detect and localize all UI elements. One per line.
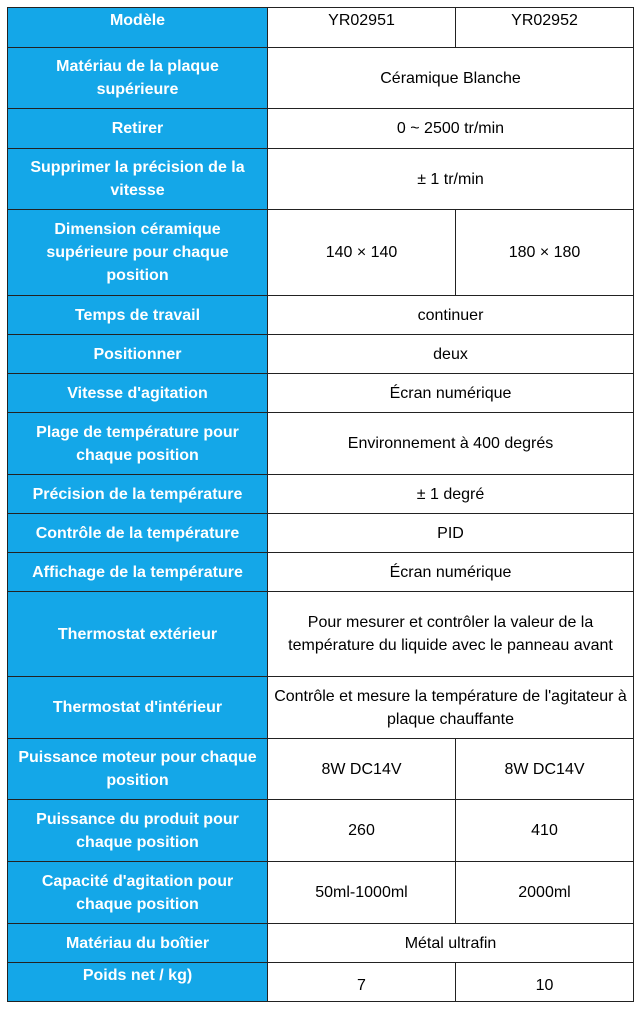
table-row — [8, 800, 634, 862]
temp-display-value: Écran numérique — [268, 553, 634, 592]
ceramic-dimension-a-value: 140 × 140 — [268, 210, 456, 296]
stirring-speed-value: Écran numérique — [268, 374, 634, 413]
product-power-b-value: 410 — [456, 800, 634, 862]
row-label-net-weight: Poids net / kg) — [8, 963, 268, 1002]
spec-table — [7, 7, 634, 1002]
ceramic-dimension-b-value: 180 × 180 — [456, 210, 634, 296]
speed-precision-value: ± 1 tr/min — [268, 149, 634, 210]
table-row — [8, 48, 634, 109]
internal-thermostat-value: Contrôle et mesure la température de l'agitateur à plaque chauffante — [268, 677, 634, 739]
motor-power-b-value: 8W DC14V — [456, 739, 634, 800]
table-row — [8, 149, 634, 210]
product-power-a-value: 260 — [268, 800, 456, 862]
table-row — [8, 924, 634, 963]
row-label-temp-precision: Précision de la température — [8, 475, 268, 514]
row-label-internal-thermostat: Thermostat d'intérieur — [8, 677, 268, 739]
model-b-value: YR02952 — [456, 8, 634, 48]
external-thermostat-value: Pour mesurer et contrôler la valeur de la température du liquide avec le panneau avant — [268, 592, 634, 677]
position-value: deux — [268, 335, 634, 374]
row-label-temp-display: Affichage de la température — [8, 553, 268, 592]
row-label-position: Positionner — [8, 335, 268, 374]
temp-precision-value: ± 1 degré — [268, 475, 634, 514]
table-row — [8, 592, 634, 677]
table-row — [8, 109, 634, 149]
model-a-value: YR02951 — [268, 8, 456, 48]
row-label-external-thermostat: Thermostat extérieur — [8, 592, 268, 677]
net-weight-b-value: 10 — [456, 963, 634, 1002]
row-label-speed-precision: Supprimer la précision de la vitesse — [8, 149, 268, 210]
plate-material-value: Céramique Blanche — [268, 48, 634, 109]
stirring-capacity-b-value: 2000ml — [456, 862, 634, 924]
table-row — [8, 296, 634, 335]
table-row — [8, 677, 634, 739]
stirring-capacity-a-value: 50ml-1000ml — [268, 862, 456, 924]
table-row — [8, 514, 634, 553]
row-label-stirring-capacity: Capacité d'agitation pour chaque position — [8, 862, 268, 924]
table-row — [8, 8, 634, 48]
row-label-ceramic-dimension: Dimension céramique supérieure pour chaque position — [8, 210, 268, 296]
working-time-value: continuer — [268, 296, 634, 335]
table-row — [8, 862, 634, 924]
row-label-motor-power: Puissance moteur pour chaque position — [8, 739, 268, 800]
table-row — [8, 335, 634, 374]
row-label-housing-material: Matériau du boîtier — [8, 924, 268, 963]
row-label-temp-control: Contrôle de la température — [8, 514, 268, 553]
table-row — [8, 475, 634, 514]
row-label-stirring-speed: Vitesse d'agitation — [8, 374, 268, 413]
speed-value: 0 ~ 2500 tr/min — [268, 109, 634, 149]
table-row — [8, 553, 634, 592]
table-row — [8, 739, 634, 800]
housing-material-value: Métal ultrafin — [268, 924, 634, 963]
row-label-working-time: Temps de travail — [8, 296, 268, 335]
table-row — [8, 210, 634, 296]
motor-power-a-value: 8W DC14V — [268, 739, 456, 800]
temp-control-value: PID — [268, 514, 634, 553]
row-label-product-power: Puissance du produit pour chaque position — [8, 800, 268, 862]
row-label-speed: Retirer — [8, 109, 268, 149]
net-weight-a-value: 7 — [268, 963, 456, 1002]
temp-range-value: Environnement à 400 degrés — [268, 413, 634, 475]
row-label-temp-range: Plage de température pour chaque position — [8, 413, 268, 475]
table-row — [8, 413, 634, 475]
row-label-plate-material: Matériau de la plaque supérieure — [8, 48, 268, 109]
table-row — [8, 963, 634, 1002]
row-label-model: Modèle — [8, 8, 268, 48]
table-row — [8, 374, 634, 413]
